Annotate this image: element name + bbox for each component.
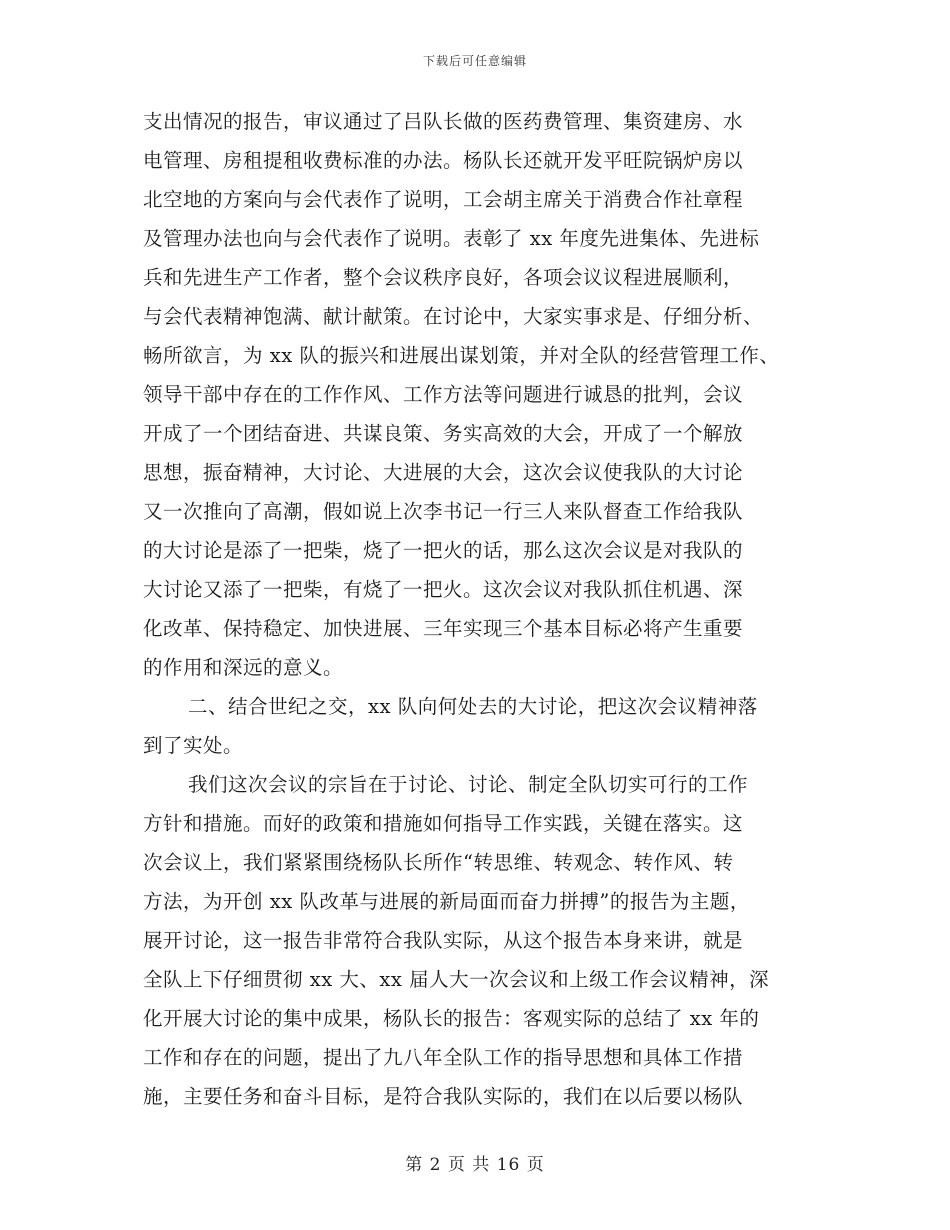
text-line: 二、结合世纪之交，xx 队向何处去的大讨论，把这次会议精神落 bbox=[188, 695, 758, 718]
text-line: 到了实处。 bbox=[143, 734, 244, 757]
document-body bbox=[143, 102, 815, 1116]
text-line: 化改革、保持稳定、加快进展、三年实现三个基本目标必将产生重要 bbox=[143, 617, 744, 640]
text-line: 方针和措施。而好的政策和措施如何指导工作实践，关键在落实。这 bbox=[143, 812, 744, 835]
text-line: 工作和存在的问题，提出了九八年全队工作的指导思想和具体工作措 bbox=[143, 1046, 744, 1069]
text-line: 支出情况的报告，审议通过了吕队长做的医药费管理、集资建房、水 bbox=[143, 110, 744, 133]
text-line: 及管理办法也向与会代表作了说明。表彰了 xx 年度先进集体、先进标 bbox=[143, 227, 760, 250]
text-line: 领导干部中存在的工作作风、工作方法等问题进行诚恳的批判，会议 bbox=[143, 383, 744, 406]
page-number: 第 2 页 共 16 页 bbox=[405, 1155, 545, 1175]
text-line: 全队上下仔细贯彻 xx 大、xx 届人大一次会议和上级工作会议精神，深 bbox=[143, 968, 770, 991]
text-line: 的大讨论是添了一把柴，烧了一把火的话，那么这次会议是对我队的 bbox=[143, 539, 744, 562]
text-line: 电管理、房租提租收费标准的办法。杨队长还就开发平旺院锅炉房以 bbox=[143, 149, 744, 172]
text-line: 思想，振奋精神，大讨论、大进展的大会，这次会议使我队的大讨论 bbox=[143, 461, 744, 484]
paragraph bbox=[143, 102, 815, 687]
text-line: 与会代表精神饱满、献计献策。在讨论中，大家实事求是、仔细分析、 bbox=[143, 305, 764, 328]
text-line: 次会议上，我们紧紧围绕杨队长所作“转思维、转观念、转作风、转 bbox=[143, 851, 734, 874]
text-line: 大讨论又添了一把柴，有烧了一把火。这次会议对我队抓住机遇、深 bbox=[143, 578, 744, 601]
paragraph bbox=[143, 765, 815, 1116]
text-line: 的作用和深远的意义。 bbox=[143, 656, 344, 679]
paragraph bbox=[143, 687, 815, 765]
text-line: 又一次推向了高潮，假如说上次李书记一行三人来队督查工作给我队 bbox=[143, 500, 744, 523]
text-line: 施，主要任务和奋斗目标，是符合我队实际的，我们在以后要以杨队 bbox=[143, 1085, 744, 1108]
text-line: 我们这次会议的宗旨在于讨论、讨论、制定全队切实可行的工作 bbox=[188, 773, 749, 796]
text-line: 开成了一个团结奋进、共谋良策、务实高效的大会，开成了一个解放 bbox=[143, 422, 744, 445]
text-line: 化开展大讨论的集中成果，杨队长的报告：客观实际的总结了 xx 年的 bbox=[143, 1007, 760, 1030]
text-line: 展开讨论，这一报告非常符合我队实际，从这个报告本身来讲，就是 bbox=[143, 929, 744, 952]
page-header: 下载后可任意编辑 bbox=[422, 54, 527, 68]
text-line: 兵和先进生产工作者，整个会议秩序良好，各项会议议程进展顺利， bbox=[143, 266, 744, 289]
text-line: 方法，为开创 xx 队改革与进展的新局面而奋力拼搏”的报告为主题， bbox=[143, 890, 750, 913]
text-line: 畅所欲言，为 xx 队的振兴和进展出谋划策，并对全队的经营管理工作、 bbox=[143, 344, 780, 367]
text-line: 北空地的方案向与会代表作了说明，工会胡主席关于消费合作社章程 bbox=[143, 188, 744, 211]
